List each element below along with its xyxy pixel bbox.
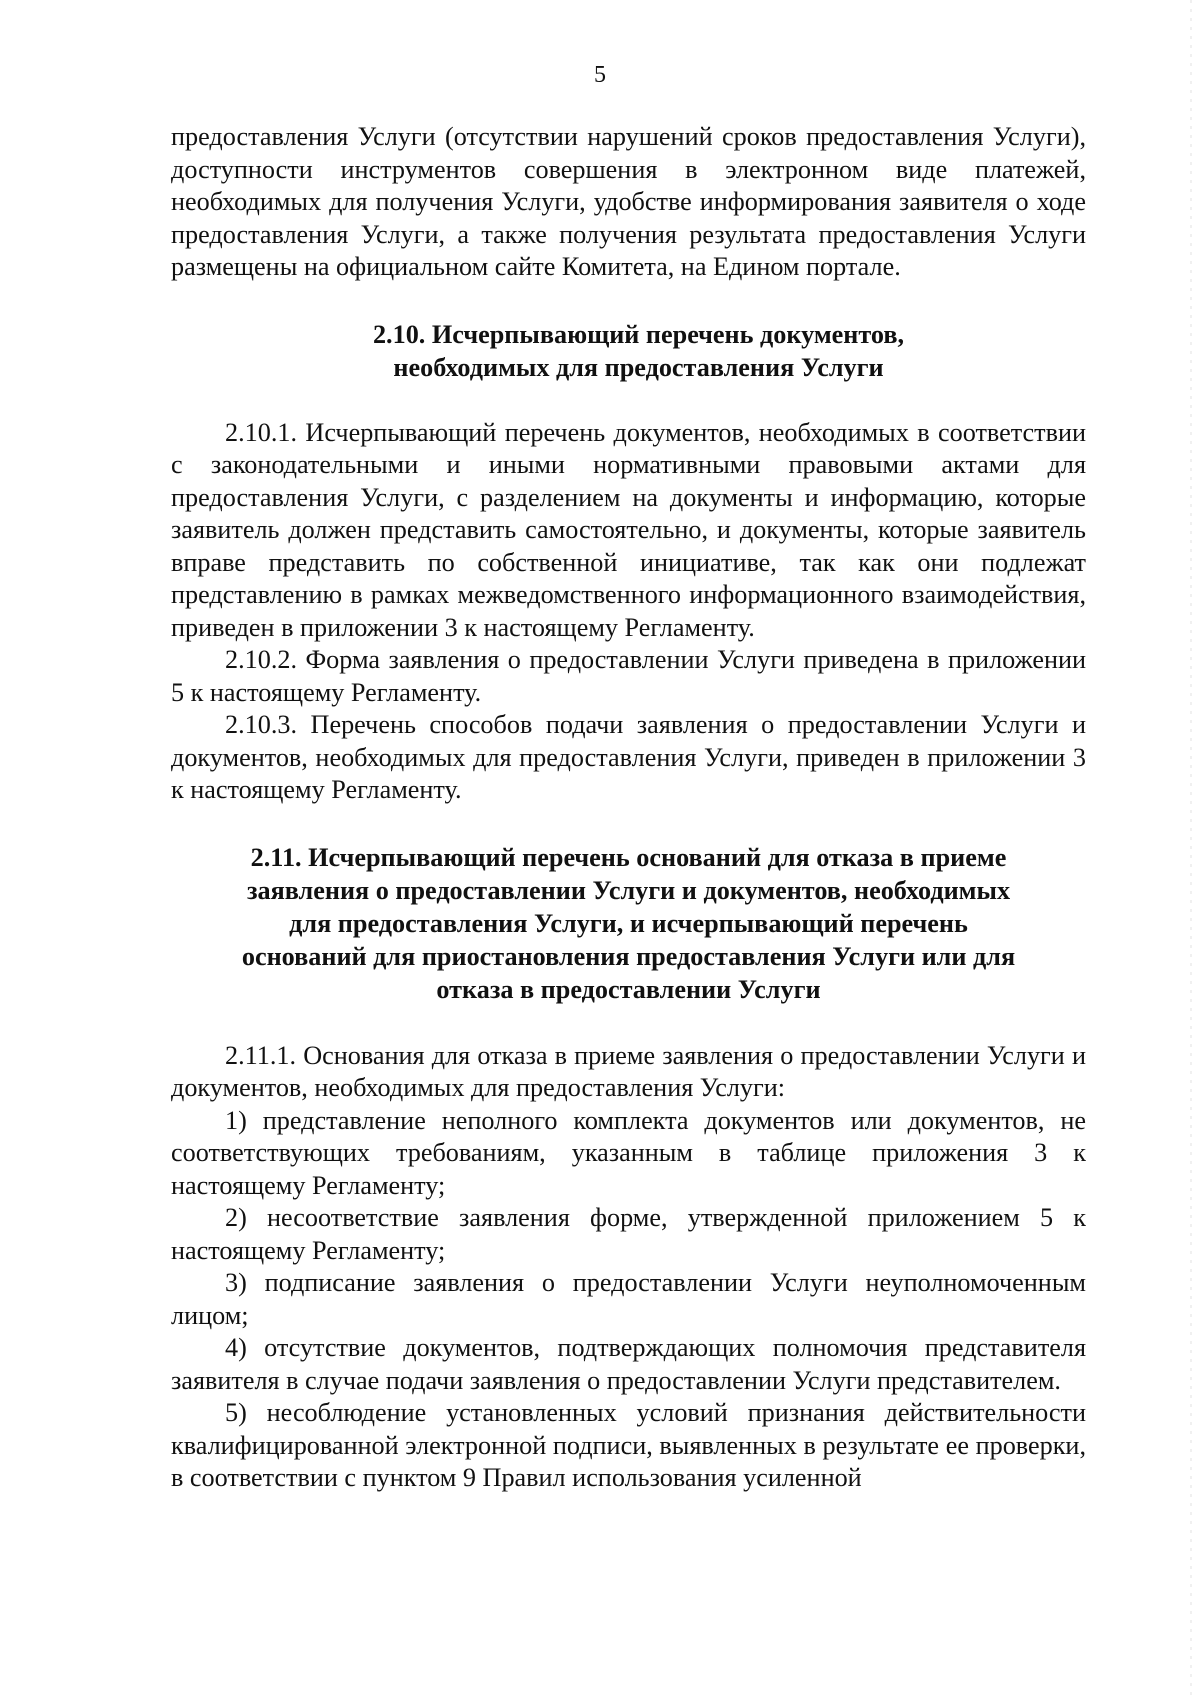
list-item-3: 3) подписание заявления о предоставлении Услуги неуполномоченным лицом;: [171, 1268, 1086, 1330]
heading-line: 2.10. Исчерпывающий перечень документов,: [372, 319, 905, 349]
scan-edge-artifact: [1190, 0, 1192, 1697]
paragraph-2-10-3: 2.10.3. Перечень способов подачи заявления о предоставлении Услуги и документов, необходимых для предоставления Услуги, приведен в приложении 3 к настоящему Регламенту.: [171, 710, 1086, 804]
paragraph-2-10-2: 2.10.2. Форма заявления о предоставлении Услуги приведена в приложении 5 к настоящему Регламенту.: [171, 645, 1086, 707]
page-number: 5: [594, 62, 606, 88]
heading-line: оснований для приостановления предоставления Услуги или для: [241, 941, 1016, 971]
heading-line: отказа в предоставлении Услуги: [436, 974, 821, 1004]
heading-line: заявления о предоставлении Услуги и документов, необходимых: [246, 875, 1011, 905]
paragraph-2-10-1: 2.10.1. Исчерпывающий перечень документов, необходимых в соответствии с законодательными и иными нормативными правовыми актами для предоставления Услуги, с разделением на документы и информацию, которые заявитель должен представить самостоятельно, и документы, которые заявитель вправе представить по собственной инициативе, так как они подлежат представлению в рамках межведомственного информационного взаимодействия, приведен в приложении 3 к настоящему Регламенту.: [171, 417, 1086, 642]
list-item-4: 4) отсутствие документов, подтверждающих полномочия представителя заявителя в случае подачи заявления о предоставлении Услуги представителем.: [171, 1333, 1086, 1395]
heading-line: необходимых для предоставления Услуги: [393, 352, 884, 382]
list-item-1: 1) представление неполного комплекта документов или документов, не соответствующих требованиям, указанным в таблице приложения 3 к настоящему Регламенту;: [171, 1105, 1086, 1200]
heading-line: 2.11. Исчерпывающий перечень оснований для отказа в приеме: [250, 842, 1007, 872]
list-item-5: 5) несоблюдение установленных условий признания действительности квалифицированной электронной подписи, выявленных в результате ее проверки, в соответствии с пунктом 9 Правил использования усиленной: [171, 1398, 1086, 1492]
section-2-11-heading: [171, 841, 1086, 1006]
section-2-10-heading: [171, 318, 1086, 384]
document-body: [171, 121, 1086, 1495]
intro-paragraph: предоставления Услуги (отсутствии нарушений сроков предоставления Услуги), доступности инструментов совершения в электронном виде платежей, необходимых для получения Услуги, удобстве информирования заявителя о ходе предоставления Услуги, а также получения результата предоставления Услуги размещены на официальном сайте Комитета, на Едином портале.: [171, 122, 1086, 281]
paragraph-2-11-1: 2.11.1. Основания для отказа в приеме заявления о предоставлении Услуги и документов, необходимых для предоставления Услуги:: [171, 1040, 1086, 1102]
list-item-2: 2) несоответствие заявления форме, утвержденной приложением 5 к настоящему Регламенту;: [171, 1203, 1086, 1265]
heading-line: для предоставления Услуги, и исчерпывающий перечень: [289, 908, 968, 938]
